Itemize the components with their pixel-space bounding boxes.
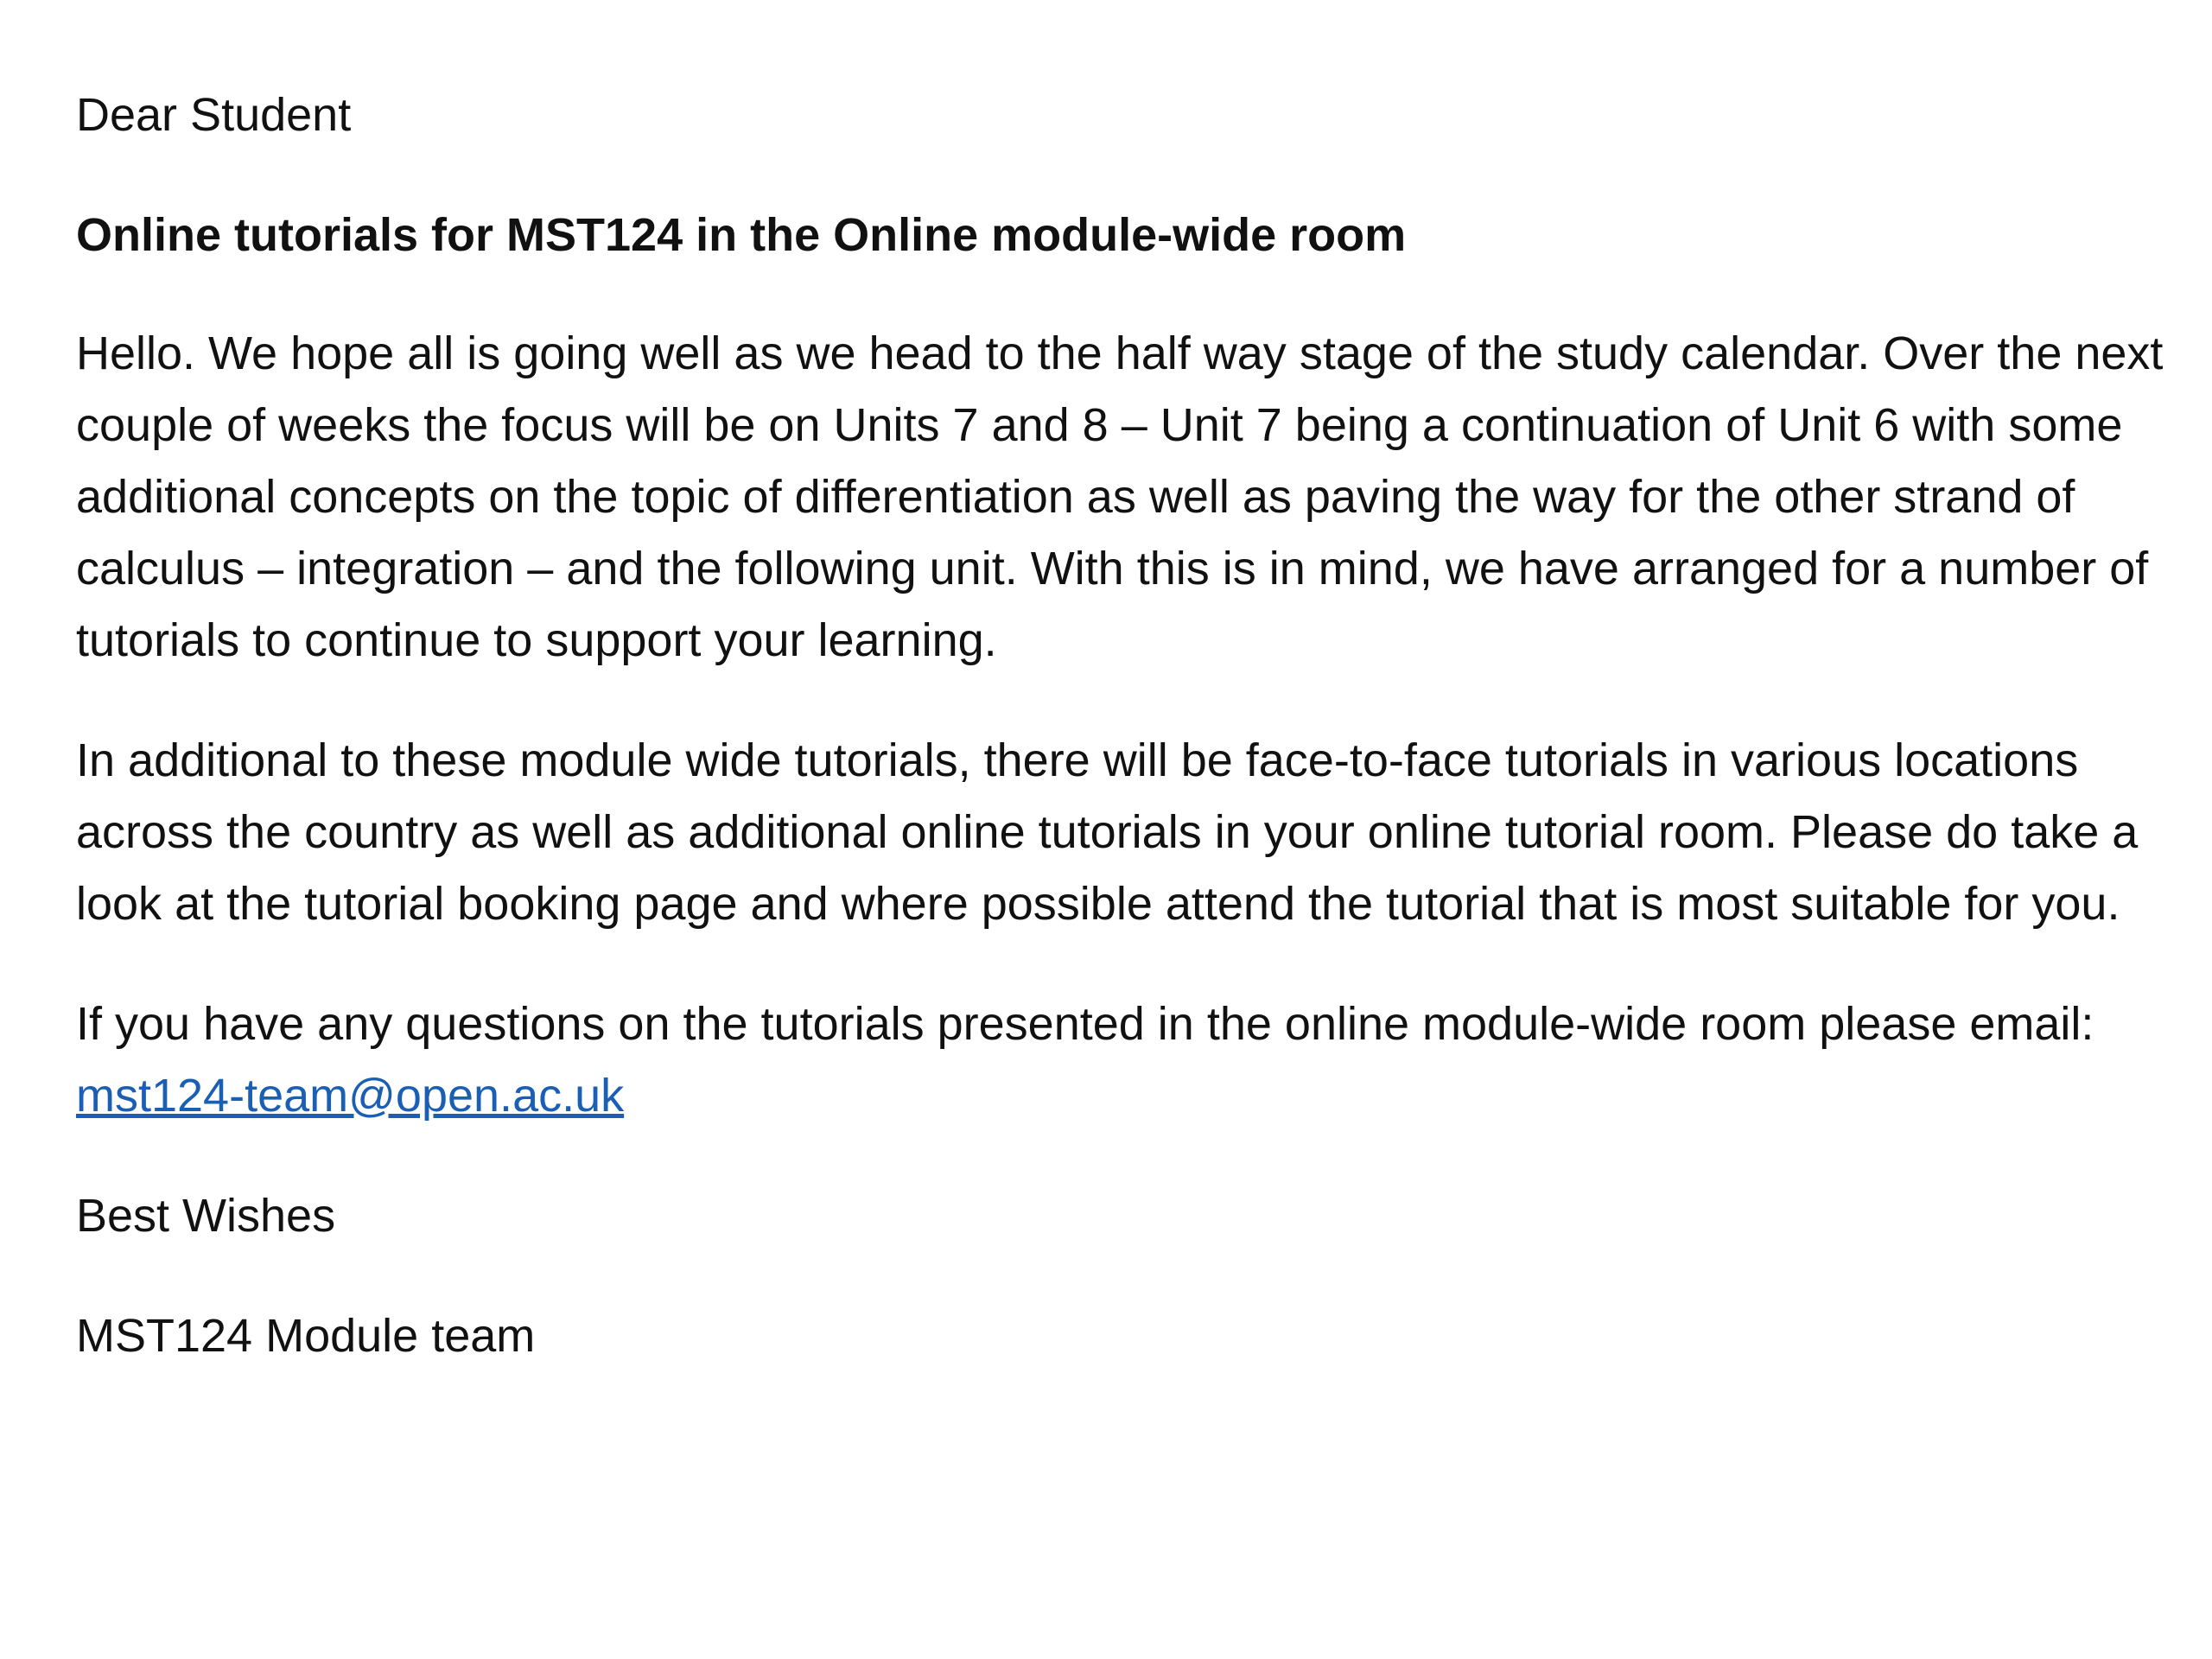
contact-text: If you have any questions on the tutorials presented in the online module-wide room please email: <box>76 998 2094 1050</box>
sign-off: Best Wishes <box>76 1190 336 1242</box>
paragraph-contact <box>76 988 2167 1132</box>
paragraph-additional-tutorials: In additional to these module wide tutorials, there will be face-to-face tutorials in various locations across the country as well as additional online tutorials in your online tutorial room. Please do take a look at the tutorial booking page and where possible attend the tutorial that is most suitable for you. <box>76 734 2139 930</box>
signature: MST124 Module team <box>76 1310 536 1362</box>
greeting: Dear Student <box>76 89 352 141</box>
letter-body <box>76 79 2167 1421</box>
letter-heading: Online tutorials for MST124 in the Online module-wide room <box>76 209 1407 261</box>
email-link[interactable]: mst124-team@open.ac.uk <box>76 1070 625 1122</box>
paragraph-intro: Hello. We hope all is going well as we head to the half way stage of the study calendar. Over the next couple of weeks the focus will be on Units 7 and 8 – Unit 7 being a continuation of Unit 6 with some additional concepts on the topic of differentiation as well as paving the way for the other strand of calculus – integration – and the following unit. With this is in mind, we have arranged for a number of tutorials to continue to support your learning. <box>76 327 2164 666</box>
